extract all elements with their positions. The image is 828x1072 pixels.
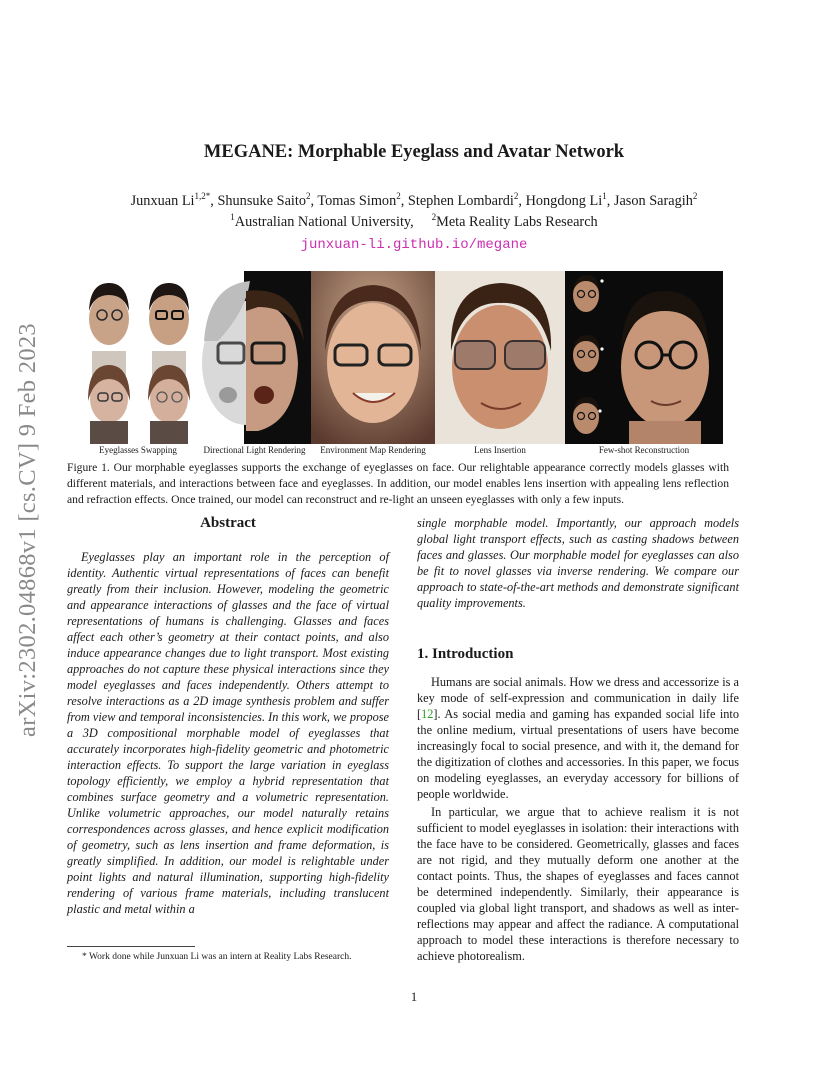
- author-affiliation-mark: 2: [513, 191, 519, 201]
- abstract-continuation: single morphable model. Importantly, our approach models global light transport effects, such as casting shadows between faces and glasses. Our morphable model for eyeglasses can also be fit to novel glasses via inverse rendering. We compare our approach to state-of-the-art methods and demonstrate significant quality improvements.: [417, 516, 739, 610]
- affiliation-mark: 2: [431, 212, 437, 222]
- author-name: Jason Saragih: [613, 193, 693, 209]
- section-heading: 1. Introduction: [417, 646, 514, 662]
- abstract-heading: Abstract: [200, 515, 256, 531]
- footnote: * Work done while Junxuan Li was an intern at Reality Labs Research.: [82, 952, 352, 962]
- figure-panel-environment-map: [311, 271, 435, 444]
- project-url-link[interactable]: junxuan-li.github.io/megane: [300, 237, 528, 253]
- arxiv-stamp: [6, 292, 50, 768]
- panel-caption-3: Environment Map Rendering: [320, 445, 426, 455]
- affiliation-name: Meta Reality Labs Research: [436, 214, 598, 230]
- panel-caption-4: Lens Insertion: [474, 445, 526, 455]
- face-thumbnail: [148, 365, 190, 444]
- panel-caption-5: Few-shot Reconstruction: [598, 445, 690, 455]
- footnote-divider: [67, 946, 195, 947]
- figure-caption: Figure 1. Our morphable eyeglasses supports the exchange of eyeglasses on face. Our relightable appearance correctly models glasses with different materials, and interactions between face and eyeglasses. In addition, our model enables lens insertion with appealing lens reflection and refraction effects. Once trained, our model can reconstruct and re-light an unseen eyeglasses with only a few inputs.: [67, 461, 729, 506]
- panel-caption-2: Directional Light Rendering: [203, 445, 306, 455]
- figure-panel-few-shot: [565, 271, 723, 444]
- author-affiliation-mark: 2: [692, 191, 698, 201]
- paper-title: MEGANE: Morphable Eyeglass and Avatar Network: [203, 142, 625, 162]
- affiliation-name: Australian National University,: [234, 214, 414, 230]
- figure-panel-lens-insertion: [435, 271, 565, 444]
- arxiv-id: arXiv:2302.04868v1 [cs.CV] 9 Feb 2023: [14, 323, 41, 737]
- figure-panel-eyeglasses-swapping: [78, 271, 198, 444]
- affiliations: [0, 214, 828, 231]
- author-name: Stephen Lombardi: [407, 193, 514, 209]
- face-thumbnail: [573, 335, 599, 372]
- author-list: Junxuan $Li^{1,2*}$, Shunsuke Saito$^2$, Tomas Simon$^2$, Stephen Lombardi$^2$, Hongdong Li$^1$, Jason Saragih$^2$: [130, 191, 698, 209]
- intro-paragraph-2: In particular, we argue that to achieve realism it is not sufficient to model eyeglasses in isolation: their interactions with the face have to be considered. Geometrically, glasses and faces are not rigid, and they mutually deform one another at the contact points. Thus, the shapes of eyeglasses and faces cannot be determined independently. Similarly, their appearance is coupled via global light transport, and shadows as well as inter-reflections may appear and affect the radiance. A computational approach to model these interactions is therefore necessary to achieve photorealism.: [417, 805, 739, 963]
- face-thumbnail: [149, 283, 189, 377]
- author-name: Shunsuke Saito: [217, 193, 307, 209]
- abstract-text: Eyeglasses play an important role in the perception of identity. Authentic virtual representations of faces can benefit greatly from their inclusion. However, modeling the geometric and appearance interactions of glasses and the face of virtual representations of humans is challenging. Glasses and faces affect each other’s geometry at their contact points, and also induce appearance changes due to light transport. Most existing approaches do not capture these physical interactions since they model eyeglasses and faces independently. Others attempt to resolve interactions as a 2D image synthesis problem and suffer from view and temporal inconsistencies. In this work, we propose a 3D compositional morphable model of eyeglasses that accurately incorporates high-fidelity geometric and photometric interaction effects. To support the large variation in eyeglass topology efficiently, we employ a hybrid representation that combines surface geometry and a volumetric representation. Unlike volumetric approaches, our model naturally retains correspondences across glasses, and hence explicit modification of geometry, such as lens insertion and frame deformation, is greatly simplified. In addition, our model is relightable under point lights and natural illumination, supporting high-fidelity rendering of various frame materials, including translucent plastic and metal within a: [67, 550, 389, 916]
- panel-caption-1: Eyeglasses Swapping: [99, 445, 177, 455]
- author-affiliation-mark: 1: [602, 191, 607, 201]
- citation-link[interactable]: 12: [421, 707, 434, 721]
- affiliation-mark: 1: [230, 212, 235, 222]
- author-affiliation-mark: 1,2*: [194, 191, 211, 201]
- face-thumbnail: [89, 283, 129, 377]
- figure-panel-directional-light: [198, 271, 311, 444]
- author-name: Tomas Simon: [317, 193, 397, 209]
- author-affiliation-mark: 2: [396, 191, 401, 201]
- face-thumbnail: [573, 275, 599, 312]
- author-name: Hongdong Li: [525, 193, 603, 209]
- face-thumbnail: [88, 365, 130, 444]
- face-thumbnail: [573, 397, 599, 434]
- page-number: 1: [410, 990, 418, 1004]
- author-affiliation-mark: 2: [306, 191, 311, 201]
- intro-paragraph-1: Humans are social animals. How we dress and accessorize is a key mode of self-expression and communication in daily life [12]. As social media and gaming has expanded social life into the online medium, virtual presentations of users have become increasingly focal to social presence, and with it, the demand for the digitization of clothes and accessories. In this paper, we focus on modeling eyeglasses, an everyday accessory for billions of people worldwide.: [417, 675, 739, 801]
- author-name: Junxuan Li: [130, 193, 195, 209]
